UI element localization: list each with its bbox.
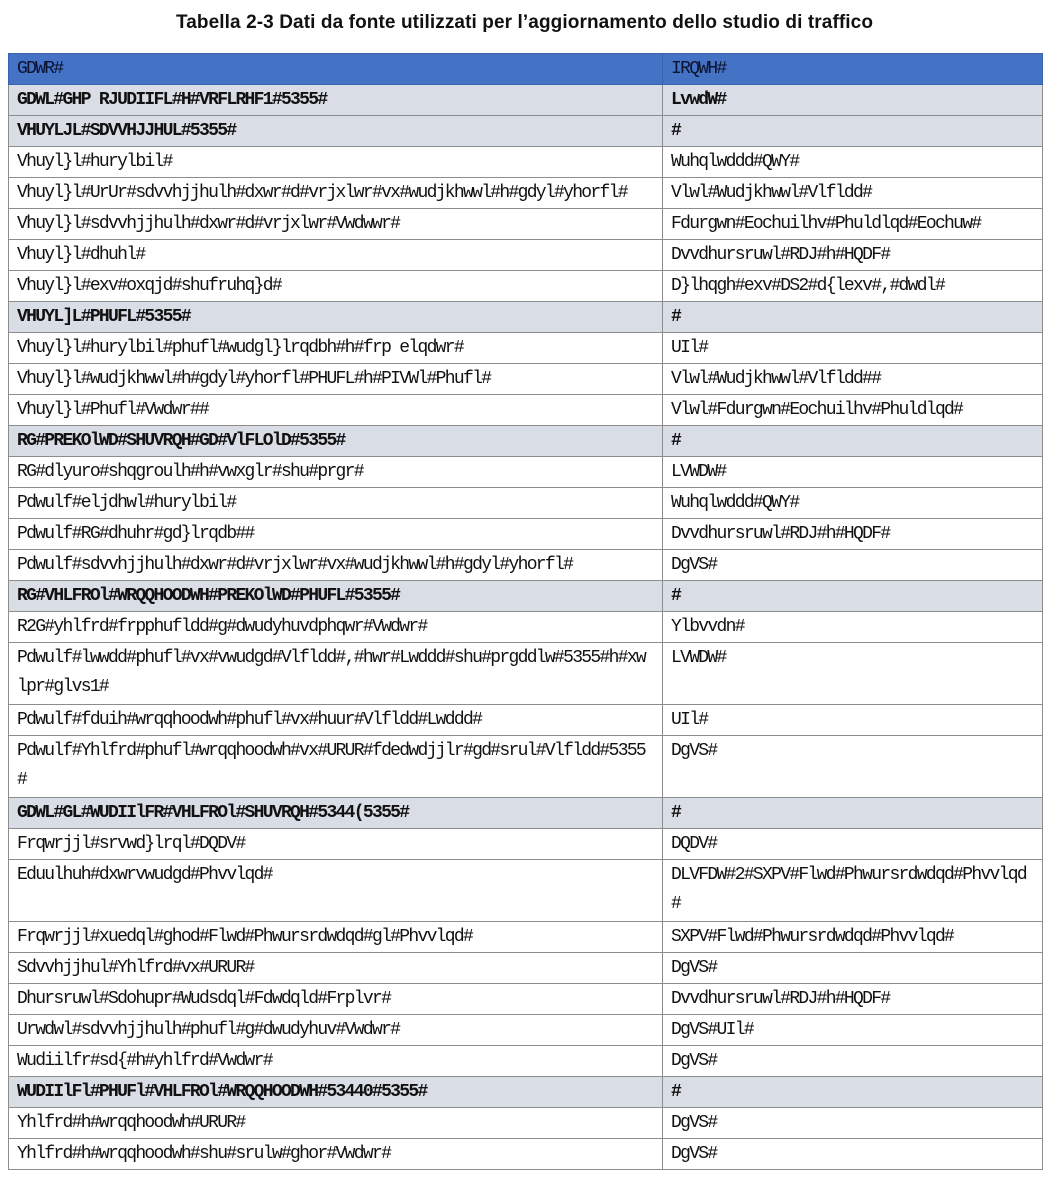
cell-source: #	[663, 116, 1043, 147]
table-row	[9, 240, 1043, 271]
cell-source: Vlwl#Wudjkhwwl#Vlfldd##	[663, 364, 1043, 395]
cell-source: Ylbvvdn#	[663, 612, 1043, 643]
cell-data: Frqwrjjl#xuedql#ghod#Flwd#Phwursrdwdqd#gl#Phvvlqd#	[9, 922, 663, 953]
cell-data: R2G#yhlfrd#frpphufldd#g#dwudyhuvdphqwr#Vwdwr#	[9, 612, 663, 643]
cell-source: Dvvdhursruwl#RDJ#h#HQDF#	[663, 240, 1043, 271]
cell-data: Pdwulf#eljdhwl#hurylbil#	[9, 488, 663, 519]
cell-source: #	[663, 798, 1043, 829]
cell-data: Pdwulf#sdvvhjjhulh#dxwr#d#vrjxlwr#vx#wudjkhwwl#h#gdyl#yhorfl#	[9, 550, 663, 581]
cell-source: Vlwl#Fdurgwn#Eochuilhv#Phuldlqd#	[663, 395, 1043, 426]
cell-data: Vhuyl}l#wudjkhwwl#h#gdyl#yhorfl#PHUFL#h#PIVWl#Phufl#	[9, 364, 663, 395]
cell-data: Vhuyl}l#UrUr#sdvvhjjhulh#dxwr#d#vrjxlwr#vx#wudjkhwwl#h#gdyl#yhorfl#	[9, 178, 663, 209]
table-section-row	[9, 85, 1043, 116]
cell-source: D}lhqgh#exv#DS2#d{lexv#,#dwdl#	[663, 271, 1043, 302]
table-title: Tabella 2-3 Dati da fonte utilizzati per l’aggiornamento dello studio di traffico	[175, 12, 874, 33]
table-row	[9, 1015, 1043, 1046]
table-row	[9, 829, 1043, 860]
cell-source: DQDV#	[663, 829, 1043, 860]
cell-source: DgVS#	[663, 736, 1043, 798]
table-row	[9, 550, 1043, 581]
cell-data: Yhlfrd#h#wrqqhoodwh#shu#srulw#ghor#Vwdwr#	[9, 1139, 663, 1170]
cell-source: LVWDW#	[663, 643, 1043, 705]
cell-data: Vhuyl}l#sdvvhjjhulh#dxwr#d#vrjxlwr#Vwdwwr#	[9, 209, 663, 240]
table-row	[9, 1139, 1043, 1170]
cell-source: DgVS#	[663, 953, 1043, 984]
cell-source: DLVFDW#2#SXPV#Flwd#Phwursrdwdqd#Phvvlqd#	[663, 860, 1043, 922]
cell-source: UIl#	[663, 705, 1043, 736]
cell-source: Dvvdhursruwl#RDJ#h#HQDF#	[663, 984, 1043, 1015]
header-source-column: IRQWH#	[663, 54, 1043, 85]
cell-data: Vhuyl}l#exv#oxqjd#shufruhq}d#	[9, 271, 663, 302]
table-row	[9, 178, 1043, 209]
table-row	[9, 333, 1043, 364]
cell-source: #	[663, 581, 1043, 612]
cell-source: LvwdW#	[663, 85, 1043, 116]
cell-data: Eduulhuh#dxwrvwudgd#Phvvlqd#	[9, 860, 663, 922]
cell-data: Dhursruwl#Sdohupr#Wudsdql#Fdwdqld#Frplvr#	[9, 984, 663, 1015]
cell-data: Yhlfrd#h#wrqqhoodwh#URUR#	[9, 1108, 663, 1139]
cell-source: DgVS#	[663, 1108, 1043, 1139]
cell-data: WUDIIlFl#PHUFl#VHLFROl#WRQQHOODWH#53440#5355#	[9, 1077, 663, 1108]
cell-data: RG#VHLFROl#WRQQHOODWH#PREKOlWD#PHUFL#5355#	[9, 581, 663, 612]
table-section-row	[9, 798, 1043, 829]
cell-data: Pdwulf#lwwdd#phufl#vx#vwudgd#Vlfldd#,#hwr#Lwddd#shu#prgddlw#5355#h#xwlpr#glvs1#	[9, 643, 663, 705]
cell-source: Vlwl#Wudjkhwwl#Vlfldd#	[663, 178, 1043, 209]
cell-data: VHUYL]L#PHUFL#5355#	[9, 302, 663, 333]
cell-data: RG#PREKOlWD#SHUVRQH#GD#VlFLOlD#5355#	[9, 426, 663, 457]
cell-source: Wuhqlwddd#QWY#	[663, 488, 1043, 519]
table-header-row	[9, 54, 1043, 85]
table-row	[9, 271, 1043, 302]
table-row	[9, 984, 1043, 1015]
table-body	[9, 85, 1043, 1170]
cell-data: Pdwulf#fduih#wrqqhoodwh#phufl#vx#huur#Vlfldd#Lwddd#	[9, 705, 663, 736]
table-row	[9, 922, 1043, 953]
cell-data: Pdwulf#RG#dhuhr#gd}lrqdb##	[9, 519, 663, 550]
cell-data: RG#dlyuro#shqgroulh#h#vwxglr#shu#prgr#	[9, 457, 663, 488]
cell-data: Vhuyl}l#hurylbil#phufl#wudgl}lrqdbh#h#frp elqdwr#	[9, 333, 663, 364]
table-row	[9, 147, 1043, 178]
cell-source: Wuhqlwddd#QWY#	[663, 147, 1043, 178]
header-data-column: GDWR#	[9, 54, 663, 85]
cell-source: #	[663, 302, 1043, 333]
table-row	[9, 1046, 1043, 1077]
cell-source: DgVS#UIl#	[663, 1015, 1043, 1046]
table-section-row	[9, 1077, 1043, 1108]
table-row	[9, 519, 1043, 550]
cell-source: Dvvdhursruwl#RDJ#h#HQDF#	[663, 519, 1043, 550]
table-row	[9, 457, 1043, 488]
cell-data: Vhuyl}l#Phufl#Vwdwr##	[9, 395, 663, 426]
table-row	[9, 364, 1043, 395]
cell-source: UIl#	[663, 333, 1043, 364]
cell-data: Wudiilfr#sd{#h#yhlfrd#Vwdwr#	[9, 1046, 663, 1077]
cell-data: Frqwrjjl#srvwd}lrql#DQDV#	[9, 829, 663, 860]
table-section-row	[9, 581, 1043, 612]
cell-data: GDWL#GHP RJUDIIFL#H#VRFLRHF1#5355#	[9, 85, 663, 116]
table-row	[9, 736, 1043, 798]
table-row	[9, 1108, 1043, 1139]
table-row	[9, 953, 1043, 984]
cell-data: Pdwulf#Yhlfrd#phufl#wrqqhoodwh#vx#URUR#fdedwdjjlr#gd#srul#Vlfldd#5355#	[9, 736, 663, 798]
table-row	[9, 209, 1043, 240]
cell-source: #	[663, 1077, 1043, 1108]
cell-data: GDWL#GL#WUDIIlFR#VHLFROl#SHUVRQH#5344(5355#	[9, 798, 663, 829]
table-section-row	[9, 116, 1043, 147]
cell-source: DgVS#	[663, 1139, 1043, 1170]
cell-source: SXPV#Flwd#Phwursrdwdqd#Phvvlqd#	[663, 922, 1043, 953]
table-row	[9, 643, 1043, 705]
cell-data: Urwdwl#sdvvhjjhulh#phufl#g#dwudyhuv#Vwdwr#	[9, 1015, 663, 1046]
table-row	[9, 705, 1043, 736]
table-row	[9, 860, 1043, 922]
table-section-row	[9, 426, 1043, 457]
cell-data: Vhuyl}l#dhuhl#	[9, 240, 663, 271]
cell-source: #	[663, 426, 1043, 457]
cell-source: DgVS#	[663, 550, 1043, 581]
traffic-data-table	[8, 53, 1043, 1170]
table-row	[9, 395, 1043, 426]
table-row	[9, 612, 1043, 643]
cell-source: DgVS#	[663, 1046, 1043, 1077]
cell-source: LVWDW#	[663, 457, 1043, 488]
cell-data: Sdvvhjjhul#Yhlfrd#vx#URUR#	[9, 953, 663, 984]
cell-data: VHUYLJL#SDVVHJJHUL#5355#	[9, 116, 663, 147]
table-section-row	[9, 302, 1043, 333]
cell-data: Vhuyl}l#hurylbil#	[9, 147, 663, 178]
cell-source: Fdurgwn#Eochuilhv#Phuldlqd#Eochuw#	[663, 209, 1043, 240]
table-row	[9, 488, 1043, 519]
